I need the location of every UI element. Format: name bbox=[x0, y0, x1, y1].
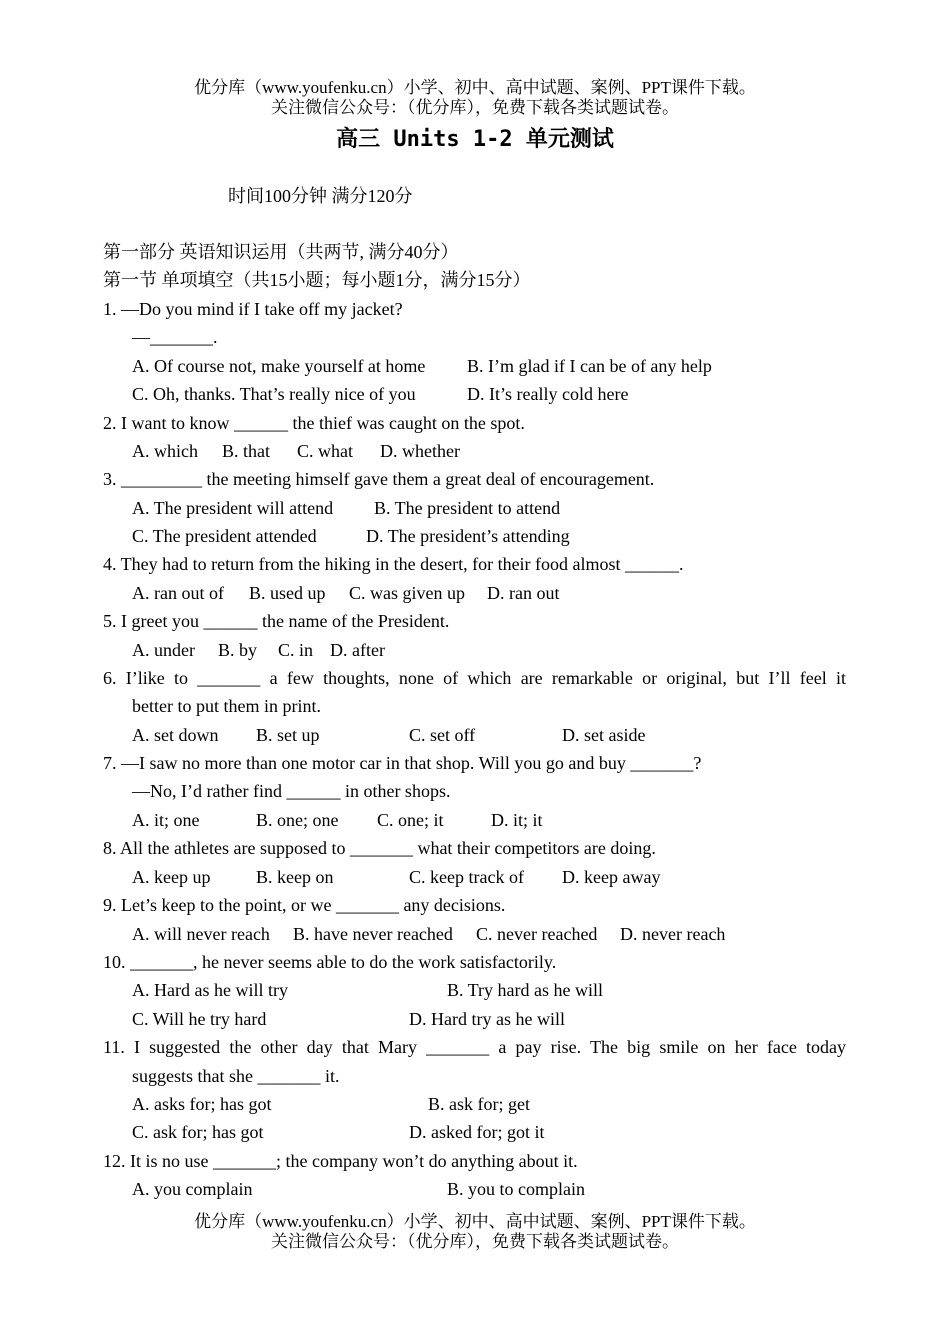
header-line-2: 关注微信公众号：（优分库），免费下载各类试题试卷。 bbox=[271, 98, 679, 117]
question-9-stem: 9. Let’s keep to the point, or we _______ any decisions. bbox=[103, 895, 506, 915]
question-12-option-b: B. you to complain bbox=[447, 1179, 585, 1199]
question-5-option-d: D. after bbox=[330, 640, 385, 660]
question-10-option-c: C. Will he try hard bbox=[132, 1009, 267, 1029]
question-1-option-d: D. It’s really cold here bbox=[467, 384, 629, 404]
exam-time-score: 时间100分钟 满分120分 bbox=[228, 186, 413, 206]
question-11-option-a: A. asks for; has got bbox=[132, 1094, 272, 1114]
question-3-option-a: A. The president will attend bbox=[132, 498, 334, 518]
question-6-stem-cont: better to put them in print. bbox=[132, 696, 321, 716]
question-8-option-d: D. keep away bbox=[562, 867, 661, 887]
question-10-stem: 10. _______, he never seems able to do the work satisfactorily. bbox=[103, 952, 557, 972]
question-1-option-a: A. Of course not, make yourself at home bbox=[132, 356, 426, 376]
question-1-stem: 1. —Do you mind if I take off my jacket? bbox=[103, 299, 403, 319]
question-7-option-a: A. it; one bbox=[132, 810, 200, 830]
question-7-option-c: C. one; it bbox=[377, 810, 444, 830]
question-12-stem: 12. It is no use _______; the company won’t do anything about it. bbox=[103, 1151, 578, 1171]
question-9-option-b: B. have never reached bbox=[293, 924, 453, 944]
question-7-option-d: D. it; it bbox=[491, 810, 543, 830]
question-9-option-d: D. never reach bbox=[620, 924, 726, 944]
question-4-stem: 4. They had to return from the hiking in the desert, for their food almost ______. bbox=[103, 554, 684, 574]
question-7-option-b: B. one; one bbox=[256, 810, 339, 830]
question-3-option-c: C. The president attended bbox=[132, 526, 317, 546]
question-9-option-c: C. never reached bbox=[476, 924, 598, 944]
question-4-option-d: D. ran out bbox=[487, 583, 560, 603]
question-5-option-b: B. by bbox=[218, 640, 258, 660]
question-2-option-b: B. that bbox=[222, 441, 270, 461]
question-8-option-b: B. keep on bbox=[256, 867, 334, 887]
question-5-stem: 5. I greet you ______ the name of the President. bbox=[103, 611, 450, 631]
footer-line-1: 优分库（www.youfenku.cn）小学、初中、高中试题、案例、PPT课件下载。 bbox=[194, 1212, 756, 1231]
question-1-option-c: C. Oh, thanks. That’s really nice of you bbox=[132, 384, 416, 404]
question-10-option-b: B. Try hard as he will bbox=[447, 980, 604, 1000]
question-5-option-a: A. under bbox=[132, 640, 195, 660]
question-2-option-c: C. what bbox=[297, 441, 353, 461]
question-8-option-a: A. keep up bbox=[132, 867, 211, 887]
question-6-option-a: A. set down bbox=[132, 725, 219, 745]
question-5-option-c: C. in bbox=[278, 640, 314, 660]
question-6-stem: 6. I’like to _______ a few thoughts, none of which are remarkable or original, but I’ll feel it bbox=[103, 668, 846, 688]
question-7-response: —No, I’d rather find ______ in other shops. bbox=[132, 781, 451, 801]
question-7-stem: 7. —I saw no more than one motor car in that shop. Will you go and buy _______? bbox=[103, 753, 702, 773]
question-3-option-b: B. The president to attend bbox=[374, 498, 561, 518]
question-12-option-a: A. you complain bbox=[132, 1179, 253, 1199]
question-3-stem: 3. _________ the meeting himself gave them a great deal of encouragement. bbox=[103, 469, 655, 489]
question-11-option-b: B. ask for; get bbox=[428, 1094, 530, 1114]
section-heading: 第一节 单项填空（共15小题；每小题1分，满分15分） bbox=[103, 270, 531, 290]
question-6-option-b: B. set up bbox=[256, 725, 320, 745]
question-2-option-a: A. which bbox=[132, 441, 198, 461]
page-title: 高三 Units 1-2 单元测试 bbox=[336, 127, 614, 152]
question-6-option-c: C. set off bbox=[409, 725, 476, 745]
footer-line-2: 关注微信公众号：（优分库），免费下载各类试题试卷。 bbox=[271, 1232, 679, 1251]
question-6-option-d: D. set aside bbox=[562, 725, 646, 745]
question-4-option-a: A. ran out of bbox=[132, 583, 224, 603]
question-9-option-a: A. will never reach bbox=[132, 924, 270, 944]
question-2-option-d: D. whether bbox=[380, 441, 460, 461]
question-11-option-c: C. ask for; has got bbox=[132, 1122, 264, 1142]
question-8-stem: 8. All the athletes are supposed to _______ what their competitors are doing. bbox=[103, 838, 656, 858]
question-10-option-d: D. Hard try as he will bbox=[409, 1009, 565, 1029]
question-10-option-a: A. Hard as he will try bbox=[132, 980, 288, 1000]
question-11-stem-cont: suggests that she _______ it. bbox=[132, 1066, 340, 1086]
question-11-stem: 11. I suggested the other day that Mary _______ a pay rise. The big smile on her face today bbox=[103, 1037, 846, 1057]
question-8-option-c: C. keep track of bbox=[409, 867, 524, 887]
question-2-stem: 2. I want to know ______ the thief was caught on the spot. bbox=[103, 413, 525, 433]
question-4-option-b: B. used up bbox=[249, 583, 326, 603]
header-line-1: 优分库（www.youfenku.cn）小学、初中、高中试题、案例、PPT课件下载。 bbox=[194, 78, 756, 97]
question-11-option-d: D. asked for; got it bbox=[409, 1122, 545, 1142]
question-3-option-d: D. The president’s attending bbox=[366, 526, 570, 546]
question-4-option-c: C. was given up bbox=[349, 583, 465, 603]
question-1-response: —_______. bbox=[132, 327, 218, 347]
question-1-option-b: B. I’m glad if I can be of any help bbox=[467, 356, 712, 376]
part-heading: 第一部分 英语知识运用（共两节, 满分40分） bbox=[103, 242, 459, 262]
